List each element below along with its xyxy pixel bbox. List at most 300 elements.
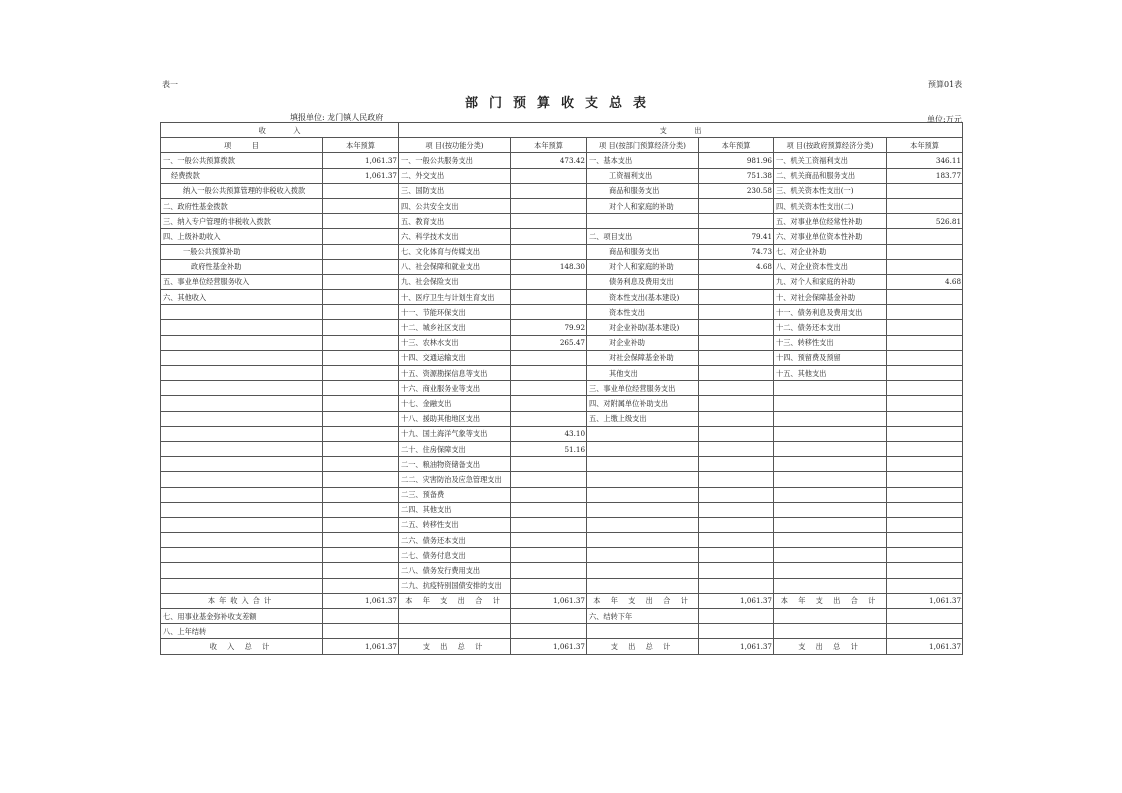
exp-dept-econ-item-cell <box>587 533 699 548</box>
exp-function-item-cell <box>399 624 511 639</box>
exp-dept-econ-item-cell: 资本性支出(基本建设) <box>587 290 699 305</box>
exp-function-item-cell: 五、教育支出 <box>399 214 511 229</box>
table-row <box>161 244 963 259</box>
exp-function-budget-cell <box>511 411 587 426</box>
exp-function-item-cell: 支 出 总 计 <box>399 639 511 654</box>
exp-dept-econ-budget-cell <box>699 517 774 532</box>
exp-function-budget-cell <box>511 274 587 289</box>
exp-dept-econ-item-cell: 对企业补助 <box>587 335 699 350</box>
exp-function-budget-cell <box>511 472 587 487</box>
exp-function-budget-cell <box>511 533 587 548</box>
exp-gov-econ-budget-cell <box>887 502 963 517</box>
table-row <box>161 472 963 487</box>
table-row <box>161 229 963 244</box>
exp-gov-econ-item-cell <box>774 411 887 426</box>
exp-gov-econ-budget-cell: 1,061.37 <box>887 593 963 608</box>
exp-function-budget-cell: 473.42 <box>511 153 587 168</box>
filling-unit-label: 填报单位: 龙门镇人民政府 <box>290 113 384 122</box>
income-item-cell: 纳入一般公共预算管理的非税收入拨款 <box>161 183 323 198</box>
exp-function-item-cell: 十九、国土海洋气象等支出 <box>399 426 511 441</box>
income-item-cell <box>161 548 323 563</box>
exp-function-budget-cell <box>511 457 587 472</box>
exp-function-item-cell: 二一、粮油物资储备支出 <box>399 457 511 472</box>
income-item-cell <box>161 350 323 365</box>
income-budget-cell <box>323 563 399 578</box>
exp-gov-econ-budget-cell <box>887 305 963 320</box>
exp-gov-econ-budget-cell <box>887 396 963 411</box>
income-item-cell <box>161 335 323 350</box>
income-budget-cell <box>323 259 399 274</box>
exp-function-item-cell: 二七、债务付息支出 <box>399 548 511 563</box>
exp-function-budget-cell <box>511 578 587 593</box>
exp-function-budget-cell: 1,061.37 <box>511 593 587 608</box>
table-row <box>161 563 963 578</box>
income-item-cell: 收 入 总 计 <box>161 639 323 654</box>
table-row <box>161 457 963 472</box>
income-item-cell <box>161 441 323 456</box>
exp-dept-econ-budget-cell <box>699 290 774 305</box>
income-item-cell: 经费拨款 <box>161 168 323 183</box>
exp-function-budget-cell <box>511 198 587 213</box>
exp-function-item-cell: 七、文化体育与传媒支出 <box>399 244 511 259</box>
exp-dept-econ-budget-cell: 79.41 <box>699 229 774 244</box>
exp-dept-econ-budget-cell <box>699 335 774 350</box>
exp-function-budget-cell <box>511 290 587 305</box>
income-item-cell: 一般公共预算补助 <box>161 244 323 259</box>
income-item-cell: 本年收入合计 <box>161 593 323 608</box>
exp-function-budget-cell: 1,061.37 <box>511 639 587 654</box>
exp-dept-econ-budget-cell: 751.38 <box>699 168 774 183</box>
exp-function-item-cell: 九、社会保险支出 <box>399 274 511 289</box>
exp-gov-econ-item-cell: 十四、预留费及预留 <box>774 350 887 365</box>
income-item-cell <box>161 533 323 548</box>
exp-gov-econ-item-cell <box>774 487 887 502</box>
exp-gov-econ-item-cell: 二、机关商品和服务支出 <box>774 168 887 183</box>
exp-function-budget-cell <box>511 502 587 517</box>
income-budget-cell <box>323 290 399 305</box>
exp-gov-econ-budget-cell <box>887 335 963 350</box>
income-item-cell <box>161 366 323 381</box>
exp-dept-econ-item-cell: 债务利息及费用支出 <box>587 274 699 289</box>
income-item-cell <box>161 487 323 502</box>
exp-function-budget-cell: 43.10 <box>511 426 587 441</box>
col-exp-dept-econ-budget: 本年预算 <box>699 138 774 153</box>
exp-gov-econ-budget-cell <box>887 426 963 441</box>
exp-function-budget-cell: 265.47 <box>511 335 587 350</box>
exp-dept-econ-item-cell <box>587 426 699 441</box>
col-exp-function-budget: 本年预算 <box>511 138 587 153</box>
income-item-cell <box>161 396 323 411</box>
exp-function-budget-cell: 79.92 <box>511 320 587 335</box>
exp-gov-econ-budget-cell <box>887 198 963 213</box>
exp-dept-econ-item-cell <box>587 563 699 578</box>
exp-function-item-cell: 十、医疗卫生与计划生育支出 <box>399 290 511 305</box>
exp-dept-econ-budget-cell <box>699 609 774 624</box>
exp-function-item-cell: 六、科学技术支出 <box>399 229 511 244</box>
income-budget-cell <box>323 198 399 213</box>
table-row <box>161 411 963 426</box>
exp-function-item-cell <box>399 609 511 624</box>
exp-dept-econ-item-cell: 本 年 支 出 合 计 <box>587 593 699 608</box>
exp-function-budget-cell <box>511 366 587 381</box>
exp-dept-econ-budget-cell <box>699 320 774 335</box>
income-budget-cell <box>323 609 399 624</box>
income-item-cell <box>161 305 323 320</box>
table-row <box>161 320 963 335</box>
income-budget-cell <box>323 441 399 456</box>
exp-dept-econ-budget-cell <box>699 441 774 456</box>
exp-gov-econ-item-cell: 八、对企业资本性支出 <box>774 259 887 274</box>
income-item-cell <box>161 426 323 441</box>
exp-gov-econ-budget-cell <box>887 244 963 259</box>
exp-dept-econ-item-cell: 六、结转下年 <box>587 609 699 624</box>
income-item-cell: 七、用事业基金弥补收支差额 <box>161 609 323 624</box>
exp-dept-econ-item-cell: 三、事业单位经营服务支出 <box>587 381 699 396</box>
income-budget-cell: 1,061.37 <box>323 168 399 183</box>
table-row <box>161 183 963 198</box>
exp-gov-econ-budget-cell <box>887 578 963 593</box>
exp-function-budget-cell <box>511 244 587 259</box>
exp-dept-econ-item-cell <box>587 457 699 472</box>
table-row <box>161 259 963 274</box>
budget-summary-table <box>160 122 963 655</box>
exp-gov-econ-budget-cell: 4.68 <box>887 274 963 289</box>
income-item-cell: 政府性基金补助 <box>161 259 323 274</box>
exp-function-item-cell: 十六、商业服务业等支出 <box>399 381 511 396</box>
exp-dept-econ-budget-cell <box>699 274 774 289</box>
exp-gov-econ-budget-cell <box>887 183 963 198</box>
income-budget-cell <box>323 457 399 472</box>
income-item-cell <box>161 563 323 578</box>
exp-dept-econ-budget-cell <box>699 563 774 578</box>
income-budget-cell <box>323 548 399 563</box>
income-budget-cell <box>323 274 399 289</box>
income-budget-cell <box>323 426 399 441</box>
exp-gov-econ-item-cell: 一、机关工资福利支出 <box>774 153 887 168</box>
exp-gov-econ-item-cell: 九、对个人和家庭的补助 <box>774 274 887 289</box>
exp-gov-econ-item-cell <box>774 548 887 563</box>
income-item-cell: 三、纳入专户管理的非税收入拨款 <box>161 214 323 229</box>
exp-dept-econ-item-cell: 支 出 总 计 <box>587 639 699 654</box>
exp-function-budget-cell <box>511 381 587 396</box>
exp-dept-econ-budget-cell <box>699 198 774 213</box>
income-item-cell <box>161 502 323 517</box>
column-header-row <box>161 138 963 153</box>
exp-gov-econ-item-cell <box>774 563 887 578</box>
income-budget-cell <box>323 487 399 502</box>
exp-dept-econ-budget-cell: 74.73 <box>699 244 774 259</box>
exp-gov-econ-item-cell: 十三、转移性支出 <box>774 335 887 350</box>
exp-dept-econ-item-cell: 工资福利支出 <box>587 168 699 183</box>
exp-dept-econ-item-cell: 其他支出 <box>587 366 699 381</box>
table-row <box>161 198 963 213</box>
exp-dept-econ-item-cell: 对个人和家庭的补助 <box>587 259 699 274</box>
exp-gov-econ-item-cell: 十五、其他支出 <box>774 366 887 381</box>
exp-dept-econ-budget-cell <box>699 472 774 487</box>
exp-function-budget-cell <box>511 183 587 198</box>
exp-dept-econ-budget-cell <box>699 578 774 593</box>
income-item-cell <box>161 472 323 487</box>
exp-function-item-cell: 二八、债务发行费用支出 <box>399 563 511 578</box>
exp-gov-econ-budget-cell: 1,061.37 <box>887 639 963 654</box>
income-item-cell: 二、政府性基金拨款 <box>161 198 323 213</box>
exp-dept-econ-budget-cell: 981.96 <box>699 153 774 168</box>
income-budget-cell <box>323 472 399 487</box>
exp-gov-econ-item-cell <box>774 609 887 624</box>
exp-function-item-cell: 二六、债务还本支出 <box>399 533 511 548</box>
exp-dept-econ-item-cell <box>587 548 699 563</box>
exp-gov-econ-item-cell <box>774 578 887 593</box>
exp-dept-econ-budget-cell <box>699 381 774 396</box>
group-header-row <box>161 123 963 138</box>
exp-gov-econ-item-cell <box>774 472 887 487</box>
exp-function-budget-cell <box>511 396 587 411</box>
table-row <box>161 274 963 289</box>
table-row <box>161 548 963 563</box>
exp-dept-econ-budget-cell <box>699 350 774 365</box>
exp-function-budget-cell <box>511 517 587 532</box>
exp-gov-econ-budget-cell <box>887 548 963 563</box>
exp-function-budget-cell <box>511 548 587 563</box>
table-row <box>161 533 963 548</box>
col-income-item: 项 目 <box>161 138 323 153</box>
exp-dept-econ-item-cell <box>587 502 699 517</box>
exp-function-budget-cell <box>511 609 587 624</box>
exp-dept-econ-budget-cell <box>699 214 774 229</box>
exp-function-item-cell: 八、社会保障和就业支出 <box>399 259 511 274</box>
exp-function-budget-cell <box>511 350 587 365</box>
exp-dept-econ-item-cell <box>587 441 699 456</box>
exp-function-item-cell: 二、外交支出 <box>399 168 511 183</box>
table-row <box>161 214 963 229</box>
income-group-header: 收 入 <box>161 123 399 138</box>
exp-gov-econ-item-cell <box>774 533 887 548</box>
exp-gov-econ-budget-cell <box>887 320 963 335</box>
exp-dept-econ-item-cell: 商品和服务支出 <box>587 244 699 259</box>
income-budget-cell <box>323 183 399 198</box>
income-item-cell <box>161 457 323 472</box>
col-exp-gov-econ: 项 目(按政府预算经济分类) <box>774 138 887 153</box>
exp-gov-econ-item-cell <box>774 441 887 456</box>
exp-dept-econ-item-cell: 商品和服务支出 <box>587 183 699 198</box>
exp-dept-econ-budget-cell <box>699 487 774 502</box>
income-item-cell <box>161 381 323 396</box>
income-item-cell <box>161 411 323 426</box>
table-number-label: 表一 <box>162 80 178 89</box>
exp-dept-econ-budget-cell <box>699 502 774 517</box>
table-row <box>161 305 963 320</box>
exp-function-item-cell: 二四、其他支出 <box>399 502 511 517</box>
exp-function-item-cell: 十一、节能环保支出 <box>399 305 511 320</box>
income-item-cell: 五、事业单位经营服务收入 <box>161 274 323 289</box>
exp-gov-econ-budget-cell <box>887 350 963 365</box>
income-item-cell: 六、其他收入 <box>161 290 323 305</box>
table-row <box>161 396 963 411</box>
exp-gov-econ-budget-cell <box>887 487 963 502</box>
exp-function-item-cell: 一、一般公共服务支出 <box>399 153 511 168</box>
exp-gov-econ-budget-cell: 346.11 <box>887 153 963 168</box>
exp-dept-econ-budget-cell <box>699 533 774 548</box>
income-item-cell <box>161 517 323 532</box>
table-row <box>161 381 963 396</box>
exp-dept-econ-budget-cell <box>699 624 774 639</box>
income-budget-cell <box>323 624 399 639</box>
exp-dept-econ-budget-cell <box>699 411 774 426</box>
exp-function-item-cell: 十三、农林水支出 <box>399 335 511 350</box>
exp-function-budget-cell <box>511 487 587 502</box>
exp-dept-econ-budget-cell <box>699 305 774 320</box>
table-row <box>161 487 963 502</box>
exp-dept-econ-item-cell <box>587 517 699 532</box>
exp-function-item-cell: 十四、交通运输支出 <box>399 350 511 365</box>
exp-gov-econ-budget-cell <box>887 563 963 578</box>
exp-gov-econ-budget-cell <box>887 259 963 274</box>
table-row <box>161 517 963 532</box>
income-item-cell: 四、上级补助收入 <box>161 229 323 244</box>
exp-gov-econ-item-cell <box>774 396 887 411</box>
exp-function-item-cell: 二九、抗疫特别国债安排的支出 <box>399 578 511 593</box>
income-budget-cell <box>323 381 399 396</box>
income-budget-cell <box>323 578 399 593</box>
exp-gov-econ-item-cell: 本 年 支 出 合 计 <box>774 593 887 608</box>
exp-gov-econ-budget-cell <box>887 229 963 244</box>
income-budget-cell: 1,061.37 <box>323 153 399 168</box>
exp-dept-econ-budget-cell <box>699 396 774 411</box>
form-code-label: 预算01表 <box>928 80 963 89</box>
exp-gov-econ-item-cell: 十二、债务还本支出 <box>774 320 887 335</box>
table-row <box>161 335 963 350</box>
table-row <box>161 153 963 168</box>
table-row <box>161 593 963 608</box>
income-budget-cell <box>323 229 399 244</box>
table-row <box>161 168 963 183</box>
exp-gov-econ-budget-cell <box>887 472 963 487</box>
exp-dept-econ-item-cell <box>587 214 699 229</box>
exp-dept-econ-budget-cell <box>699 457 774 472</box>
exp-gov-econ-item-cell: 五、对事业单位经常性补助 <box>774 214 887 229</box>
income-item-cell <box>161 320 323 335</box>
exp-gov-econ-budget-cell <box>887 290 963 305</box>
col-income-budget: 本年预算 <box>323 138 399 153</box>
exp-function-budget-cell <box>511 624 587 639</box>
exp-gov-econ-item-cell: 支 出 总 计 <box>774 639 887 654</box>
exp-function-item-cell: 本 年 支 出 合 计 <box>399 593 511 608</box>
exp-function-item-cell: 十五、资源勘探信息等支出 <box>399 366 511 381</box>
exp-function-item-cell: 十二、城乡社区支出 <box>399 320 511 335</box>
exp-function-budget-cell <box>511 229 587 244</box>
table-row <box>161 624 963 639</box>
exp-dept-econ-item-cell <box>587 472 699 487</box>
table-row <box>161 350 963 365</box>
income-item-cell <box>161 578 323 593</box>
exp-gov-econ-item-cell <box>774 624 887 639</box>
exp-dept-econ-item-cell: 资本性支出 <box>587 305 699 320</box>
exp-gov-econ-item-cell <box>774 517 887 532</box>
income-budget-cell <box>323 411 399 426</box>
exp-dept-econ-budget-cell: 4.68 <box>699 259 774 274</box>
exp-gov-econ-budget-cell <box>887 624 963 639</box>
exp-dept-econ-item-cell: 对社会保障基金补助 <box>587 350 699 365</box>
exp-dept-econ-item-cell: 对个人和家庭的补助 <box>587 198 699 213</box>
table-row <box>161 366 963 381</box>
income-budget-cell <box>323 244 399 259</box>
exp-function-item-cell: 四、公共安全支出 <box>399 198 511 213</box>
exp-dept-econ-budget-cell: 1,061.37 <box>699 639 774 654</box>
exp-gov-econ-item-cell: 十一、债务利息及费用支出 <box>774 305 887 320</box>
exp-dept-econ-budget-cell <box>699 366 774 381</box>
exp-gov-econ-budget-cell <box>887 366 963 381</box>
exp-function-budget-cell <box>511 305 587 320</box>
exp-gov-econ-budget-cell <box>887 381 963 396</box>
income-budget-cell <box>323 320 399 335</box>
exp-gov-econ-item-cell <box>774 381 887 396</box>
exp-gov-econ-budget-cell <box>887 533 963 548</box>
exp-function-budget-cell <box>511 563 587 578</box>
exp-function-budget-cell: 148.30 <box>511 259 587 274</box>
exp-dept-econ-item-cell: 对企业补助(基本建设) <box>587 320 699 335</box>
exp-gov-econ-item-cell <box>774 457 887 472</box>
exp-gov-econ-budget-cell <box>887 411 963 426</box>
exp-dept-econ-budget-cell: 230.58 <box>699 183 774 198</box>
exp-function-item-cell: 十七、金融支出 <box>399 396 511 411</box>
exp-dept-econ-item-cell <box>587 624 699 639</box>
income-budget-cell: 1,061.37 <box>323 639 399 654</box>
exp-dept-econ-budget-cell <box>699 548 774 563</box>
table-row <box>161 441 963 456</box>
exp-function-item-cell: 十八、援助其他地区支出 <box>399 411 511 426</box>
table-row <box>161 290 963 305</box>
exp-function-budget-cell <box>511 168 587 183</box>
table-row <box>161 609 963 624</box>
table-row <box>161 578 963 593</box>
exp-function-item-cell: 二三、预备费 <box>399 487 511 502</box>
income-budget-cell <box>323 214 399 229</box>
exp-gov-econ-item-cell: 十、对社会保障基金补助 <box>774 290 887 305</box>
col-exp-dept-econ: 项 目(按部门预算经济分类) <box>587 138 699 153</box>
exp-function-item-cell: 二五、转移性支出 <box>399 517 511 532</box>
exp-function-item-cell: 三、国防支出 <box>399 183 511 198</box>
currency-unit-label: 单位:万元 <box>927 115 962 124</box>
income-budget-cell <box>323 366 399 381</box>
col-exp-function: 项 目(按功能分类) <box>399 138 511 153</box>
table-row <box>161 639 963 654</box>
income-item-cell: 一、一般公共预算拨款 <box>161 153 323 168</box>
exp-gov-econ-budget-cell <box>887 441 963 456</box>
exp-gov-econ-item-cell: 四、机关资本性支出(二) <box>774 198 887 213</box>
exp-function-budget-cell: 51.16 <box>511 441 587 456</box>
exp-dept-econ-item-cell <box>587 487 699 502</box>
exp-dept-econ-item-cell <box>587 578 699 593</box>
income-budget-cell <box>323 396 399 411</box>
income-budget-cell <box>323 335 399 350</box>
income-item-cell: 八、上年结转 <box>161 624 323 639</box>
exp-function-budget-cell <box>511 214 587 229</box>
income-budget-cell: 1,061.37 <box>323 593 399 608</box>
income-budget-cell <box>323 305 399 320</box>
exp-gov-econ-budget-cell <box>887 517 963 532</box>
exp-gov-econ-item-cell <box>774 426 887 441</box>
page-title: 部门预算收支总表 <box>464 96 657 111</box>
exp-dept-econ-item-cell: 五、上缴上级支出 <box>587 411 699 426</box>
exp-function-item-cell: 二十、住房保障支出 <box>399 441 511 456</box>
exp-dept-econ-budget-cell <box>699 426 774 441</box>
income-budget-cell <box>323 350 399 365</box>
exp-dept-econ-item-cell: 四、对附属单位补助支出 <box>587 396 699 411</box>
exp-dept-econ-item-cell: 一、基本支出 <box>587 153 699 168</box>
col-exp-gov-econ-budget: 本年预算 <box>887 138 963 153</box>
exp-function-item-cell: 二二、灾害防治及应急管理支出 <box>399 472 511 487</box>
exp-dept-econ-budget-cell: 1,061.37 <box>699 593 774 608</box>
